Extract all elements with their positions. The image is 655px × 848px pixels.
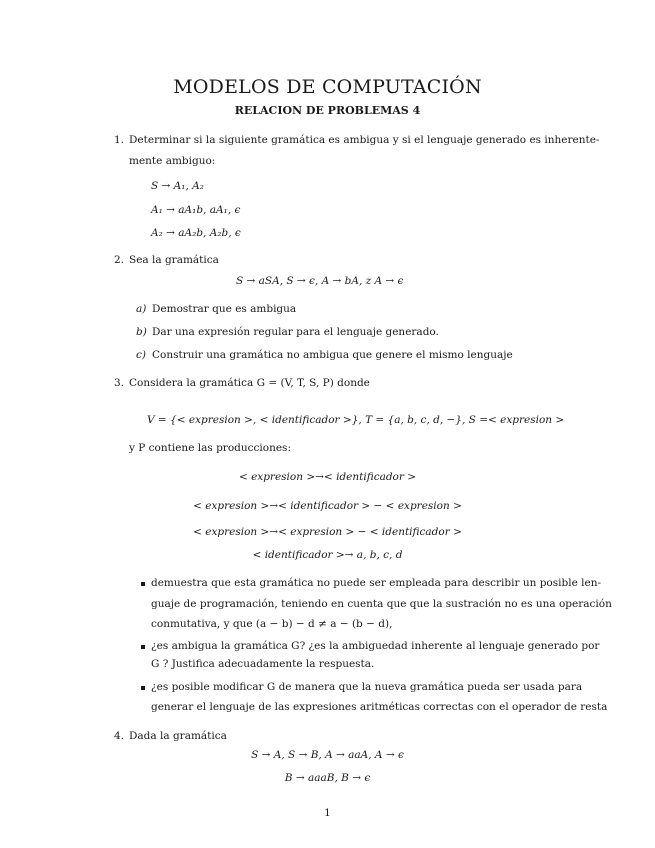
problem-3-bullet-line: ¿es posible modificar G de manera que la nueva gramática pueda ser usada para [151, 681, 583, 693]
problem-1-text-line-1: Determinar si la siguiente gramática es ambigua y si el lenguaje generado es inherente- [129, 134, 600, 146]
problem-2-intro: Sea la gramática [129, 254, 219, 266]
problem-3-bullet-line: guaje de programación, teniendo en cuenta que que la sustración no es una operación [151, 598, 612, 610]
problem-1-number: 1. [114, 134, 125, 146]
problem-3-production: < expresion >→< identificador > − < expresion > [193, 500, 462, 512]
problem-3-bullet-line: ¿es ambigua la gramática G? ¿es la ambiguedad inherente al lenguaje generado por [151, 640, 600, 652]
problem-2-number: 2. [114, 254, 125, 266]
problem-2-grammar: S → aSA, S → ϵ, A → bA, z A → ϵ [236, 275, 404, 287]
problem-3-sets: V = {< expresion >, < identificador >}, T = {a, b, c, d, −}, S =< expresion > [147, 414, 565, 426]
problem-2-item-label: c) [136, 349, 146, 361]
problem-3-bullet-line: conmutativa, y que (a − b) − d ≠ a − (b − d), [151, 618, 393, 630]
problem-1-rule: S → A₁, A₂ [151, 180, 204, 192]
bullet-marker [141, 686, 145, 690]
problem-2-item-text: Construir una gramática no ambigua que genere el mismo lenguaje [152, 349, 513, 361]
problem-1-text-line-2: mente ambiguo: [129, 155, 216, 167]
page-number: 1 [324, 807, 331, 819]
problem-4-grammar-line: B → aaaB, B → ϵ [284, 772, 371, 784]
problem-2-item-text: Dar una expresión regular para el lenguaje generado. [152, 326, 439, 338]
problem-2-item-text: Demostrar que es ambigua [152, 303, 297, 315]
problem-2-item-label: a) [136, 303, 147, 315]
problem-4-grammar-line: S → A, S → B, A → aaA, A → ϵ [251, 749, 404, 761]
problem-3-productions-intro: y P contiene las producciones: [129, 442, 291, 454]
problem-1-rule: A₂ → aA₂b, A₂b, ϵ [151, 227, 241, 239]
problem-3-bullet-line: demuestra que esta gramática no puede ser empleada para describir un posible len- [151, 577, 601, 589]
problem-2-item-label: b) [136, 326, 147, 338]
bullet-marker [141, 645, 145, 649]
document-subtitle: RELACION DE PROBLEMAS 4 [234, 104, 421, 117]
problem-4-intro: Dada la gramática [129, 730, 227, 742]
problem-3-production: < expresion >→< identificador > [238, 471, 417, 483]
problem-3-number: 3. [114, 377, 125, 389]
problem-3-bullet-line: G ? Justifica adecuadamente la respuesta. [151, 658, 375, 670]
problem-3-production: < expresion >→< expresion > − < identificador > [193, 526, 462, 538]
problem-3-bullet-line: generar el lenguaje de las expresiones aritméticas correctas con el operador de resta [151, 701, 608, 713]
document-title: MODELOS DE COMPUTACIÓN [173, 76, 482, 98]
problem-3-production: < identificador >→ a, b, c, d [252, 549, 403, 561]
problem-4-number: 4. [114, 730, 125, 742]
bullet-marker [141, 582, 145, 586]
problem-3-intro: Considera la gramática G = (V, T, S, P) donde [129, 377, 370, 389]
problem-1-rule: A₁ → aA₁b, aA₁, ϵ [151, 204, 241, 216]
